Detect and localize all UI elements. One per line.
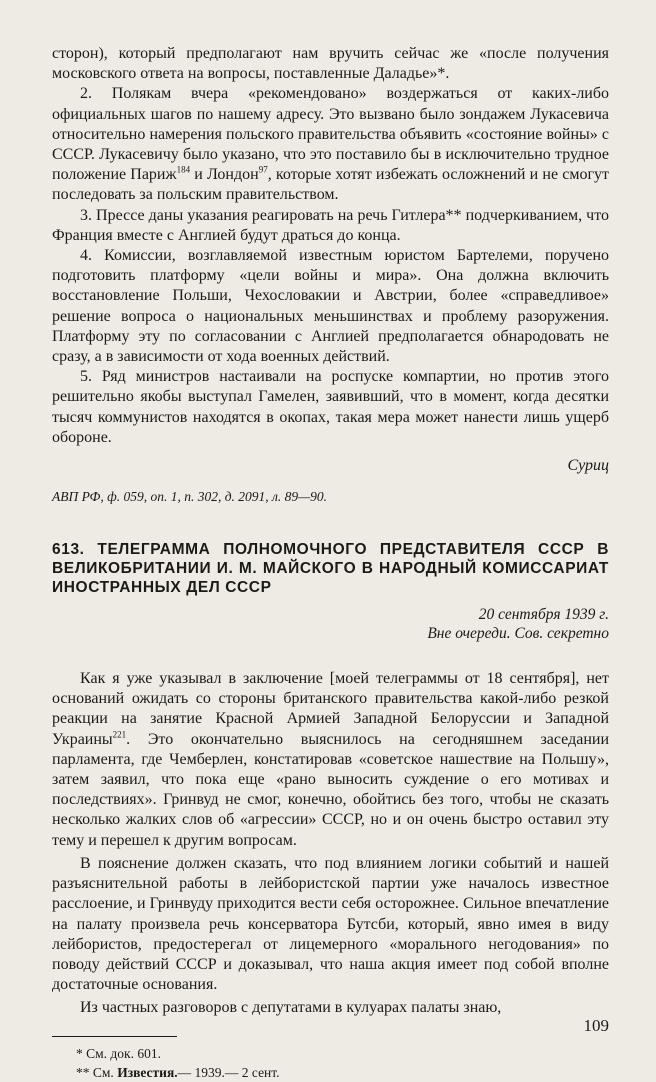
paragraph-item-5: 5. Ряд министров настаивали на роспуске компартии, но против этого решительно якобы выступал Гамелен, заявивший, что в момент, когда десятки тысяч коммунистов находятся в окопах, такая мера может нанести лишь ущерб обороне.	[52, 368, 609, 446]
footnote-divider	[52, 1036, 177, 1037]
paragraph-item-3: 3. Прессе даны указания реагировать на речь Гитлера** подчеркиванием, что Франция вместе с Англией будут драться до конца.	[52, 206, 609, 244]
page-number: 109	[583, 1016, 609, 1035]
document-date: 20 сентября 1939 г.	[478, 606, 609, 624]
signature: Суриц	[567, 457, 609, 475]
endnote-ref: 97	[258, 164, 268, 175]
footnote-text: См.	[92, 1064, 118, 1080]
top-section	[52, 44, 609, 448]
footnote-item	[76, 1044, 609, 1063]
footnote-text: См. док. 601.	[86, 1045, 161, 1061]
footnote-item	[76, 1063, 609, 1082]
footnote-text: — 1939.— 2 сент.	[177, 1064, 280, 1080]
footnote-source: Известия.	[117, 1064, 178, 1080]
paragraph-text: . Это окончательно выяснилось на сегодняшнем заседании парламента, где Чемберлен, констатировав «советское нашествие на Польшу», затем заявил, что пока еще «рано выносить суждение о его мотивах и последствиях». Гринвуд не смог, конечно, обойтись без того, чтобы не сказать несколько жалких слов об «агрессии» СССР, но и он очень быстро оставил эту тему и перешел к другим вопросам.	[52, 730, 609, 849]
archive-reference: АВП РФ, ф. 059, оп. 1, п. 302, д. 2091, л. 89—90.	[52, 489, 328, 505]
footnote-marker: **	[76, 1064, 93, 1080]
body-paragraph-1	[52, 669, 609, 851]
endnote-ref: 221	[112, 729, 127, 740]
telegram-body	[52, 669, 609, 1018]
paragraph-item-2	[52, 84, 609, 205]
paragraph-text: и Лондон	[190, 166, 259, 184]
paragraph-text: , которые хотят избежать осложнений и не смогут последовать за польским правительством.	[52, 166, 610, 204]
paragraph-item-4: 4. Комиссии, возглавляемой известным юристом Бартелеми, поручено подготовить платформу «цели войны и мира». Она должна включить восстановление Польши, Чехословакии и Австрии, более «справедливое» решение вопроса о национальных меньшинствах и проблему разоружения. Платформу эту по согласовании с Англией предполагается обнародовать не сразу, а в зависимости от хода военных действий.	[52, 247, 609, 366]
classification-line: Вне очереди. Сов. секретно	[427, 625, 609, 643]
endnote-ref: 184	[176, 164, 191, 175]
paragraph-continuation: сторон), который предполагают нам вручить сейчас же «после получения московского ответа на вопросы, поставленные Даладье»*.	[52, 45, 609, 83]
footnote-marker: *	[76, 1045, 87, 1061]
body-paragraph-3: Из частных разговоров с депутатами в кулуарах палаты знаю,	[80, 999, 502, 1017]
footnotes	[52, 1044, 609, 1082]
document-heading: 613. ТЕЛЕГРАММА ПОЛНОМОЧНОГО ПРЕДСТАВИТЕЛЯ СССР В ВЕЛИКОБРИТАНИИ И. М. МАЙСКОГО В НАРОДНЫЙ КОМИССАРИАТ ИНОСТРАННЫХ ДЕЛ СССР	[52, 541, 609, 597]
paragraph-text: 2. Полякам вчера «рекомендовано» воздержаться от каких-либо официальных шагов по нашему адресу. Это вызвано было зондажем Лукасевича относительно намерения польского правительства объявить «состояние войны» с СССР. Лукасевичу было указано, что это поставило бы в исключительно трудное положение Париж	[52, 85, 609, 184]
paragraph-text: Как я уже указывал в заключение [моей телеграммы от 18 сентября], нет оснований ожидать со стороны британского правительства какой-либо резкой реакции на занятие Красной Армией Западной Белоруссии и Западной Украины	[52, 670, 609, 748]
body-paragraph-2: В пояснение должен сказать, что под влиянием логики событий и нашей разъяснительной работы в лейбористской партии уже началось известное расслоение, и Гринвуду приходится вести себя осторожнее. Сильное впечатление на палату произвела речь консерватора Бутсби, который, явно имея в виду лейбористов, предостерегал от лицемерного «морального негодования» по поводу действий СССР и доказывал, что наша акция имеет под собой вполне достаточные основания.	[52, 854, 609, 994]
